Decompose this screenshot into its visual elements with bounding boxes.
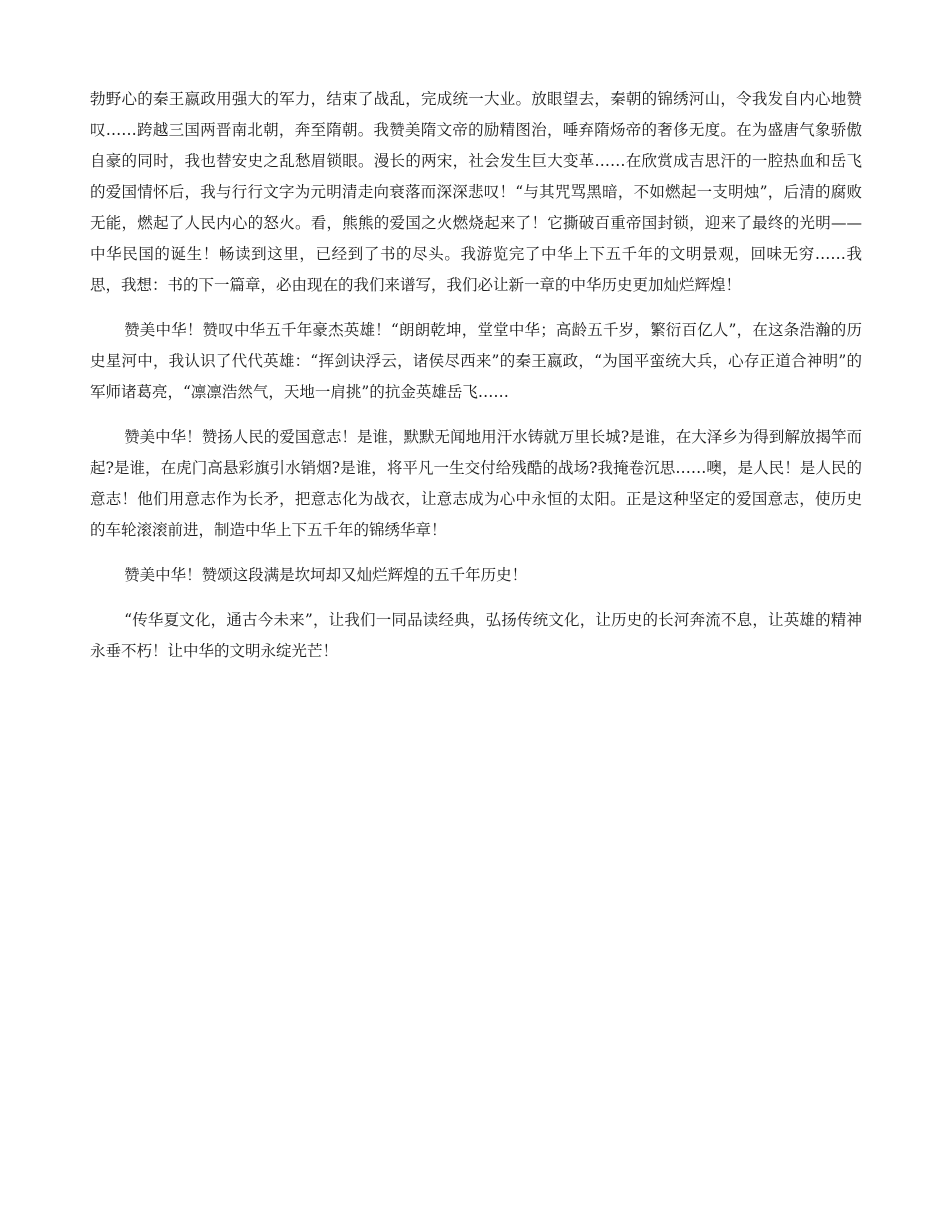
paragraph-4: 赞美中华！赞颂这段满是坎坷却又灿烂辉煌的五千年历史！: [124, 566, 528, 584]
paragraph-2: 赞美中华！赞叹中华五千年豪杰英雄！“朗朗乾坤，堂堂中华；高龄五千岁，繁衍百亿人”，在这条浩瀚的历史星河中，我认识了代代英雄：“挥剑诀浮云，诸侯尽西来”的秦王嬴政，“为国平蛮统大兵，心存正道合神明”的军师诸葛亮，“凛凛浩然气，天地一肩挑”的抗金英雄岳飞……: [90, 321, 862, 401]
document-page: [90, 84, 862, 681]
paragraph-3: 赞美中华！赞扬人民的爱国意志！是谁，默默无闻地用汗水铸就万里长城?是谁，在大泽乡为得到解放揭竿而起?是谁，在虎门高悬彩旗引水销烟?是谁，将平凡一生交付给残酷的战场?我掩卷沉思……噢，是人民！是人民的意志！他们用意志作为长矛，把意志化为战衣，让意志成为心中永恒的太阳。正是这种坚定的爱国意志，使历史的车轮滚滚前进，制造中华上下五千年的锦绣华章！: [90, 428, 862, 539]
paragraph-5: “传华夏文化，通古今未来”，让我们一同品读经典，弘扬传统文化，让历史的长河奔流不息，让英雄的精神永垂不朽！让中华的文明永绽光芒！: [90, 611, 862, 660]
paragraph-1: 勃野心的秦王嬴政用强大的军力，结束了战乱，完成统一大业。放眼望去，秦朝的锦绣河山，令我发自内心地赞叹……跨越三国两晋南北朝，奔至隋朝。我赞美隋文帝的励精图治，唾弃隋炀帝的奢侈无度。在为盛唐气象骄傲自豪的同时，我也替安史之乱愁眉锁眼。漫长的两宋，社会发生巨大变革……在欣赏成吉思汗的一腔热血和岳飞的爱国情怀后，我与行行文字为元明清走向衰落而深深悲叹！“与其咒骂黑暗，不如燃起一支明烛”，后清的腐败无能，燃起了人民内心的怒火。看，熊熊的爱国之火燃烧起来了！它撕破百重帝国封锁，迎来了最终的光明——中华民国的诞生！畅读到这里，已经到了书的尽头。我游览完了中华上下五千年的文明景观，回味无穷……我思，我想：书的下一篇章，必由现在的我们来谱写，我们必让新一章的中华历史更加灿烂辉煌！: [90, 90, 862, 294]
